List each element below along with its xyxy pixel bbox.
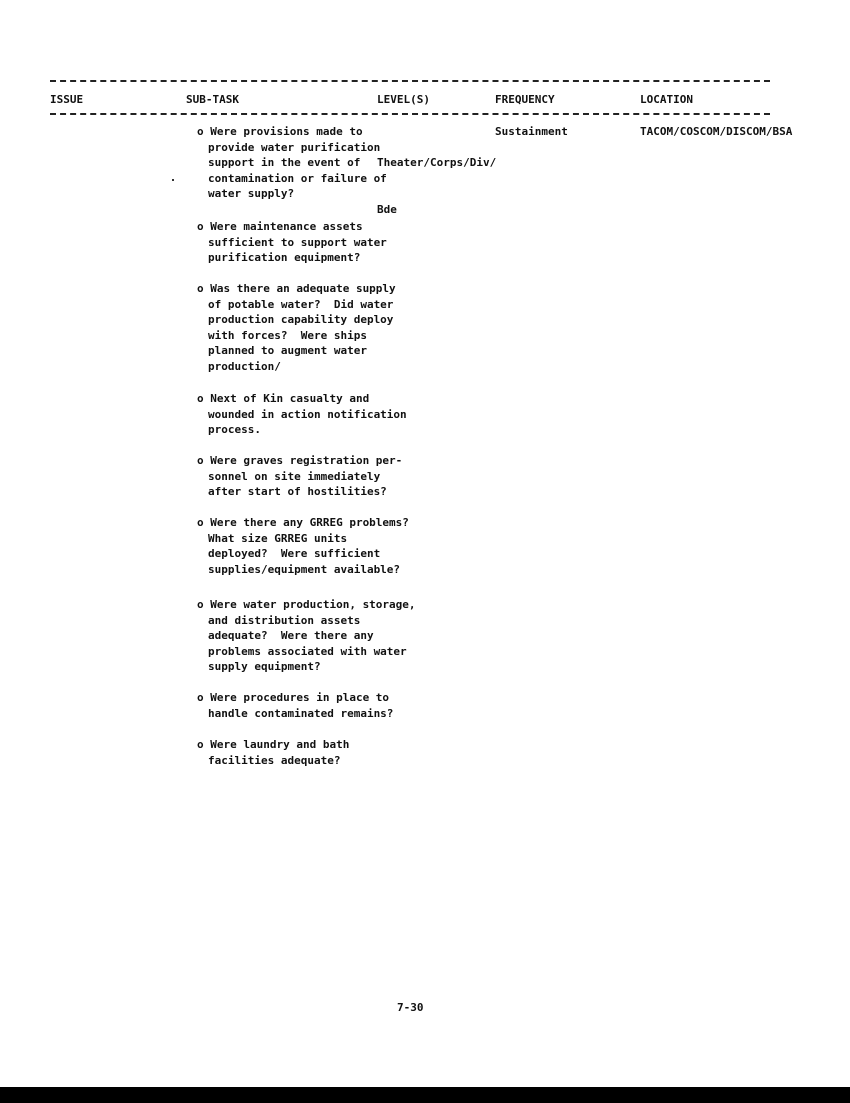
subtask-line: contamination or failure of — [208, 171, 387, 185]
level-line: Bde — [377, 202, 397, 216]
subtask-line: sufficient to support water — [208, 235, 387, 249]
subtask-line: purification equipment? — [208, 251, 361, 264]
subtask-line: supply equipment? — [208, 660, 321, 673]
subtask-line: process. — [208, 423, 261, 436]
subtask-line: facilities adequate? — [208, 753, 341, 767]
subtask-line: and distribution assets — [208, 613, 361, 627]
column-header-frequency: FREQUENCY — [495, 93, 555, 106]
subtask-line: planned to augment water — [208, 344, 367, 357]
subtask-line: production capability deploy — [208, 313, 394, 326]
subtask-line: o Were water production, storage, — [197, 598, 416, 611]
subtask-line: wounded in action notification — [208, 407, 407, 421]
subtask-item — [197, 737, 397, 768]
subtask-item — [197, 124, 397, 202]
subtask-item — [197, 690, 397, 721]
level-line: Theater/Corps/Div/ — [377, 156, 497, 169]
subtask-line: sonnel on site immediately — [208, 469, 381, 483]
subtask-line: problems associated with water — [208, 644, 407, 658]
subtask-line: o Was there an adequate supply — [197, 282, 396, 295]
subtask-line: support in the event of — [208, 156, 361, 169]
subtask-line: supplies/equipment available? — [208, 562, 401, 576]
subtask-item — [197, 219, 397, 266]
column-header-levels: LEVEL(S) — [377, 93, 430, 106]
column-header-subtask: SUB-TASK — [186, 93, 239, 106]
stray-mark — [172, 179, 174, 181]
subtask-line: after start of hostilities? — [208, 485, 387, 498]
header-top-rule — [50, 80, 770, 82]
subtask-line: o Were maintenance assets — [197, 220, 363, 233]
page-number: 7-30 — [397, 1001, 424, 1014]
subtask-line: o Were graves registration per- — [197, 454, 403, 467]
subtask-item — [197, 597, 416, 675]
subtask-item — [197, 453, 403, 500]
subtask-item — [197, 515, 409, 577]
column-header-location: LOCATION — [640, 93, 693, 106]
subtask-item — [197, 281, 397, 374]
subtask-line: o Were procedures in place to — [197, 691, 390, 704]
subtask-line: provide water purification — [208, 140, 381, 154]
subtask-line: o Were laundry and bath — [197, 738, 350, 751]
subtask-line: o Were there any GRREG problems? — [197, 516, 409, 529]
column-header-issue: ISSUE — [50, 93, 84, 106]
subtask-line: deployed? Were sufficient — [208, 547, 381, 560]
frequency-cell: Sustainment — [495, 125, 568, 138]
subtask-line: production/ — [208, 359, 281, 373]
subtask-line: water supply? — [208, 187, 295, 200]
subtask-line: o Were provisions made to — [197, 125, 363, 138]
subtask-item — [197, 391, 407, 438]
subtask-line: with forces? Were ships — [208, 328, 367, 342]
subtask-line: handle contaminated remains? — [208, 706, 394, 720]
subtask-line: What size GRREG units — [208, 531, 348, 545]
header-bottom-rule — [50, 113, 770, 115]
subtask-line: adequate? Were there any — [208, 629, 374, 642]
subtask-line: of potable water? Did water — [208, 297, 394, 311]
subtask-line: o Next of Kin casualty and — [197, 392, 370, 405]
location-cell: TACOM/COSCOM/DISCOM/BSA — [640, 125, 793, 138]
scan-bottom-border — [0, 1087, 850, 1103]
